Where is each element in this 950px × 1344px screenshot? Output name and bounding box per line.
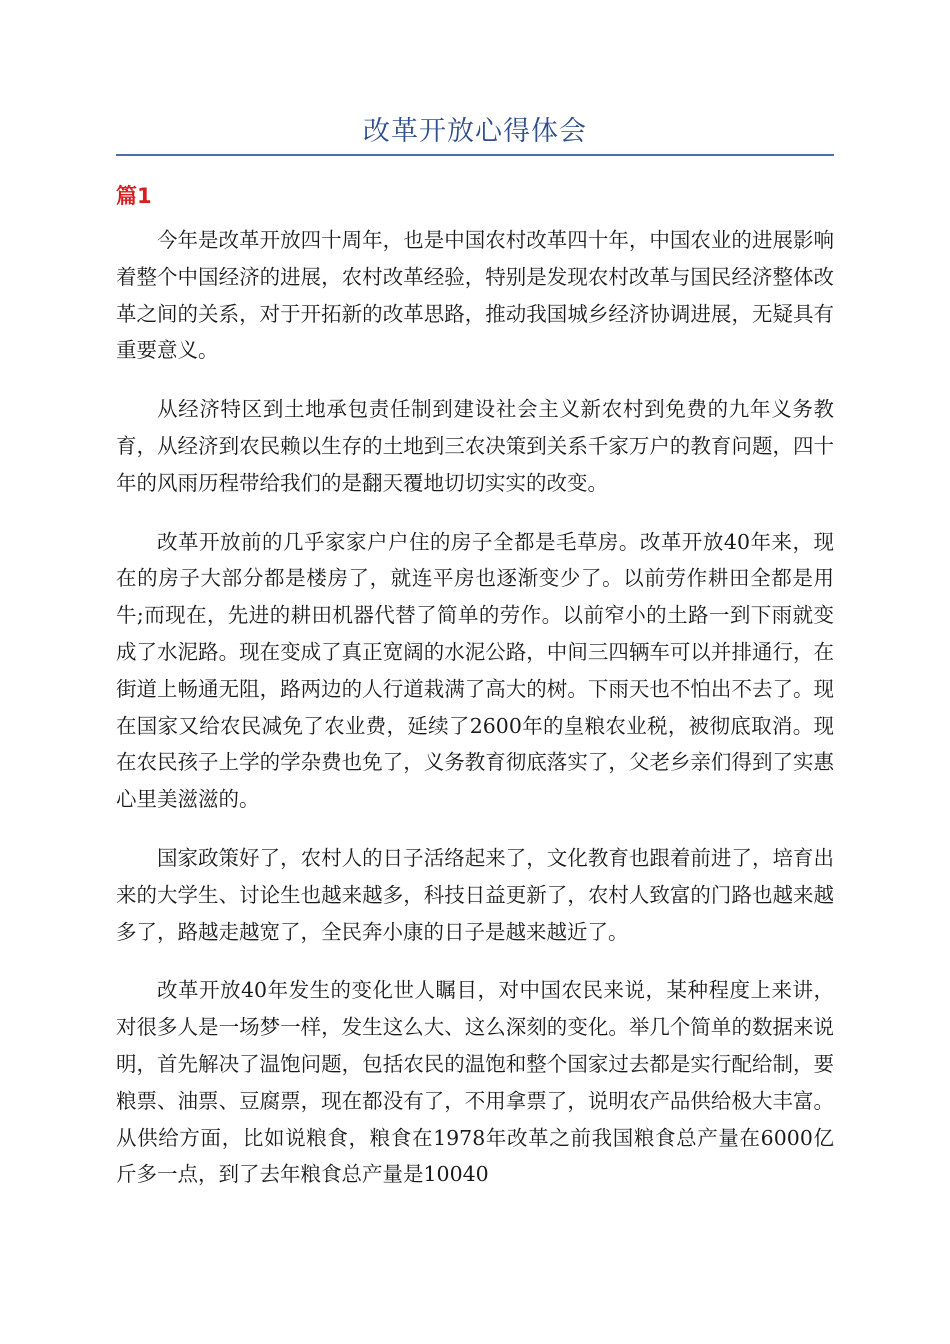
paragraph: 从经济特区到土地承包责任制到建设社会主义新农村到免费的九年义务教育，从经济到农民赖以生存的土地到三农决策到关系千家万户的教育问题，四十年的风雨历程带给我们的是翻天覆地切切实实的改变。 xyxy=(116,397,834,495)
title-underline xyxy=(116,154,834,156)
document-body xyxy=(116,222,834,1215)
section-heading: 篇1 xyxy=(116,184,152,208)
paragraph: 改革开放40年发生的变化世人瞩目，对中国农民来说，某种程度上来讲，对很多人是一场梦一样，发生这么大、这么深刻的变化。举几个简单的数据来说明，首先解决了温饱问题，包括农民的温饱和整个国家过去都是实行配给制，要粮票、油票、豆腐票，现在都没有了，不用拿票了，说明农产品供给极大丰富。从供给方面，比如说粮食，粮食在1978年改革之前我国粮食总产量在6000亿斤多一点，到了去年粮食总产量是10040 xyxy=(116,978,834,1187)
document-title: 改革开放心得体会 xyxy=(363,116,587,147)
paragraph: 今年是改革开放四十周年，也是中国农村改革四十年，中国农业的进展影响着整个中国经济的进展，农村改革经验，特别是发现农村改革与国民经济整体改革之间的关系，对于开拓新的改革思路，推动我国城乡经济协调进展，无疑具有重要意义。 xyxy=(116,228,834,363)
paragraph: 国家政策好了，农村人的日子活络起来了，文化教育也跟着前进了，培育出来的大学生、讨论生也越来越多，科技日益更新了，农村人致富的门路也越来越多了，路越走越宽了，全民奔小康的日子是越来越近了。 xyxy=(116,845,834,944)
paragraph: 改革开放前的几乎家家户户住的房子全都是毛草房。改革开放40年来，现在的房子大部分都是楼房了，就连平房也逐渐变少了。以前劳作耕田全都是用牛;而现在，先进的耕田机器代替了简单的劳作。以前窄小的土路一到下雨就变成了水泥路。现在变成了真正宽阔的水泥公路，中间三四辆车可以并排通行，在街道上畅通无阻，路两边的人行道栽满了高大的树。下雨天也不怕出不去了。现在国家又给农民减免了农业费，延续了2600年的皇粮农业税，被彻底取消。现在农民孩子上学的学杂费也免了，义务教育彻底落实了，父老乡亲们得到了实惠心里美滋滋的。 xyxy=(116,529,834,812)
